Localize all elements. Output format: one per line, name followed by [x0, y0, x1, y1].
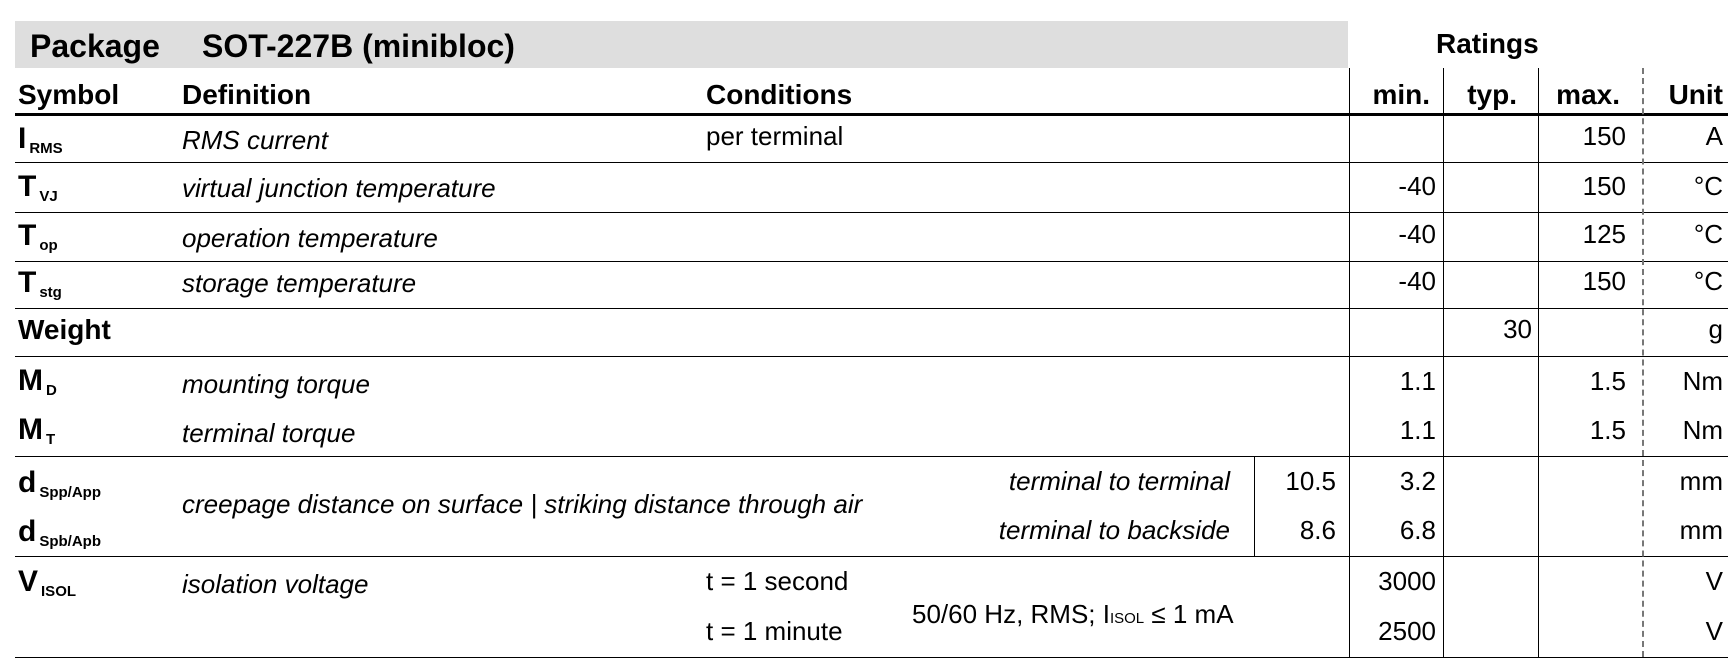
package-value: SOT-227B (minibloc) [202, 28, 515, 64]
package-label: Package [30, 28, 160, 64]
min-dspb: 6.8 [1399, 515, 1436, 545]
min-mt: 1.1 [1399, 415, 1436, 445]
max-tvj: 150 [1582, 171, 1626, 201]
max-top: 125 [1582, 219, 1626, 249]
unit-tvj: °C [1693, 171, 1723, 201]
unit-irms: A [1705, 121, 1723, 151]
unit-weight: g [1708, 314, 1723, 344]
row-divider [15, 456, 1728, 457]
value-dspp: 10.5 [1285, 466, 1336, 496]
ratings-label: Ratings [1436, 28, 1539, 59]
max-md: 1.5 [1589, 366, 1626, 396]
symbol-visol: VISOL [18, 565, 77, 600]
symbol-irms: IRMS [18, 122, 63, 157]
min-top: -40 [1398, 219, 1436, 249]
column-header-definition: Definition [182, 79, 312, 110]
min-md: 1.1 [1399, 366, 1436, 396]
column-header-max: max. [1556, 79, 1620, 110]
row-divider [15, 212, 1728, 213]
definition-irms: RMS current [182, 125, 328, 155]
column-header-min: min. [1372, 79, 1430, 110]
condition-visol-frequency: 50/60 Hz, RMS; IISOL ≤ 1 mA [912, 599, 1234, 629]
row-divider [15, 162, 1728, 163]
symbol-tstg: Tstg [18, 266, 62, 301]
table-bottom-rule [15, 657, 1728, 658]
unit-visol-second: V [1705, 566, 1723, 596]
symbol-mt: M T [18, 413, 56, 448]
condition-dspp: terminal to terminal [1008, 466, 1230, 496]
symbol-dspp: d Spp/App [18, 466, 101, 501]
definition-tvj: virtual junction temperature [182, 173, 496, 203]
unit-visol-minute: V [1705, 616, 1723, 646]
min-dspp: 3.2 [1399, 466, 1436, 496]
symbol-md: M D [18, 364, 57, 399]
row-divider [15, 356, 1728, 357]
min-visol-second: 3000 [1378, 566, 1436, 596]
row-divider [15, 261, 1728, 262]
unit-tstg: °C [1693, 266, 1723, 296]
unit-dspb: mm [1679, 515, 1723, 545]
typ-weight: 30 [1503, 314, 1532, 344]
min-tvj: -40 [1398, 171, 1436, 201]
definition-md: mounting torque [182, 369, 370, 399]
symbol-top: Top [18, 219, 58, 254]
min-tstg: -40 [1398, 266, 1436, 296]
condition-visol-second: t = 1 second [706, 566, 849, 596]
row-divider [15, 308, 1728, 309]
column-divider-typ [1443, 68, 1444, 657]
condition-visol-minute: t = 1 minute [706, 616, 843, 646]
column-header-typ: typ. [1467, 79, 1517, 110]
max-irms: 150 [1582, 121, 1626, 151]
symbol-weight: Weight [18, 314, 111, 345]
unit-md: Nm [1682, 366, 1723, 396]
definition-mt: terminal torque [182, 418, 356, 448]
definition-visol: isolation voltage [182, 569, 369, 599]
unit-top: °C [1693, 219, 1723, 249]
definition-top: operation temperature [182, 223, 438, 253]
symbol-dspb: d Spb/Apb [18, 515, 101, 550]
condition-dspb: terminal to backside [998, 515, 1230, 545]
column-header-conditions: Conditions [706, 79, 853, 110]
column-divider-unit [1642, 68, 1644, 657]
symbol-tvj: TVJ [18, 170, 58, 205]
unit-dspp: mm [1679, 466, 1723, 496]
unit-mt: Nm [1682, 415, 1723, 445]
column-divider-max [1538, 68, 1539, 657]
column-header-unit: Unit [1668, 79, 1723, 110]
max-tstg: 150 [1582, 266, 1626, 296]
max-mt: 1.5 [1589, 415, 1626, 445]
min-visol-minute: 2500 [1378, 616, 1436, 646]
condition-irms: per terminal [706, 121, 844, 151]
column-header-symbol: Symbol [18, 79, 120, 110]
definition-creepage: creepage distance on surface | striking distance through air [182, 489, 863, 519]
header-rule [15, 113, 1728, 116]
row-divider [15, 556, 1728, 557]
value-dspb: 8.6 [1299, 515, 1336, 545]
column-divider-distance-value [1254, 456, 1255, 556]
definition-tstg: storage temperature [182, 268, 417, 298]
